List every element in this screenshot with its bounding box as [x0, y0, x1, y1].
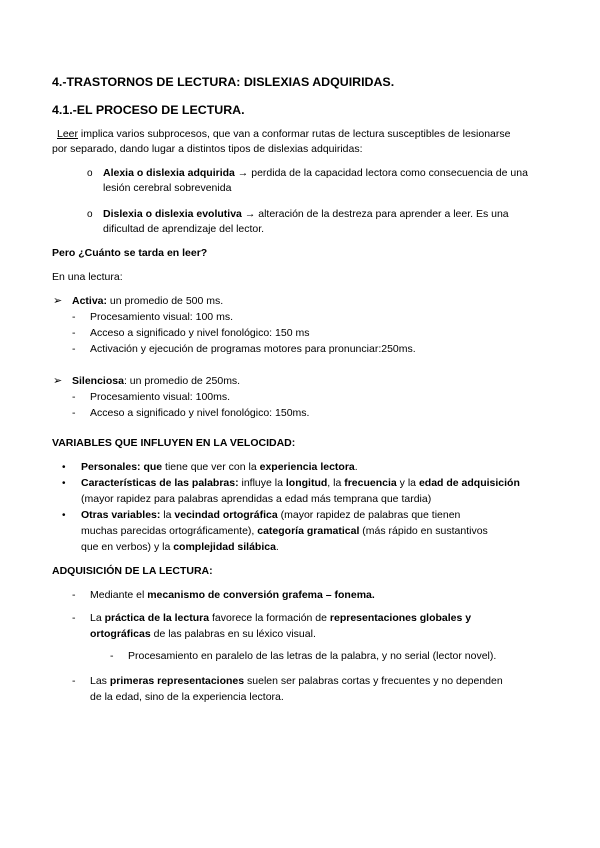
active-item: Procesamiento visual: 100 ms.: [90, 311, 233, 323]
arrowhead-bullet-icon: ➢: [53, 295, 63, 307]
circle-bullet-icon: o: [87, 209, 93, 220]
section-heading: 4.1.-EL PROCESO DE LECTURA.: [52, 103, 245, 117]
dash-bullet-icon: -: [72, 327, 76, 339]
dash-bullet-icon: -: [72, 612, 76, 624]
dash-bullet-icon: -: [72, 589, 76, 601]
other-variables-line-2: muchas parecidas ortográficamente), categoría gramatical (más rápido en sustantivos: [81, 525, 488, 537]
main-heading: 4.-TRASTORNOS DE LECTURA: DISLEXIAS ADQUIRIDAS.: [52, 75, 395, 89]
acquisition-item-3-line-2: de la edad, sino de la experiencia lectora.: [90, 691, 284, 703]
dash-bullet-icon: -: [72, 675, 76, 687]
intro-line-1: Leer implica varios subprocesos, que van a conformar rutas de lectura susceptibles de lesionarse: [57, 128, 511, 140]
active-reading-line: Activa: un promedio de 500 ms.: [72, 295, 224, 307]
acquisition-item-2-line-1: La práctica de la lectura favorece la formación de representaciones globales y: [90, 612, 472, 624]
other-variables-line-3: que en verbos) y la complejidad silábica.: [81, 541, 279, 553]
personal-variables: Personales: que tiene que ver con la experiencia lectora.: [81, 461, 358, 473]
active-item: Activación y ejecución de programas motores para pronunciar:250ms.: [90, 343, 416, 355]
acquisition-sub-item: Procesamiento en paralelo de las letras de la palabra, y no serial (lector novel).: [128, 650, 497, 662]
dash-bullet-icon: -: [72, 391, 76, 403]
acquisition-title: ADQUISICIÓN DE LA LECTURA:: [52, 565, 213, 577]
other-variables-line-1: Otras variables: la vecindad ortográfica (mayor rapidez de palabras que tienen: [81, 509, 461, 521]
evolutive-line-2: dificultad de aprendizaje del lector.: [103, 223, 265, 235]
acquisition-item-1: Mediante el mecanismo de conversión grafema – fonema.: [90, 589, 375, 601]
circle-bullet-icon: o: [87, 168, 93, 179]
dash-bullet-icon: -: [110, 650, 114, 662]
acquisition-item-3-line-1: Las primeras representaciones suelen ser palabras cortas y frecuentes y no dependen: [90, 675, 503, 687]
reading-time-question: Pero ¿Cuánto se tarda en leer?: [52, 247, 208, 259]
word-variables-line-2: (mayor rapidez para palabras aprendidas a edad más temprana que tardia): [81, 493, 432, 505]
arrowhead-bullet-icon: ➢: [53, 375, 63, 387]
alexia-line-1: Alexia o dislexia adquirida → perdida de la capacidad lectora como consecuencia de una: [103, 167, 528, 179]
word-variables-line-1: Características de las palabras: influye la longitud, la frecuencia y la edad de adquisición: [81, 477, 520, 489]
dot-bullet-icon: •: [62, 478, 66, 489]
leer-word: Leer: [57, 128, 79, 140]
dot-bullet-icon: •: [62, 462, 66, 473]
silent-reading-line: Silenciosa: un promedio de 250ms.: [72, 375, 241, 387]
dash-bullet-icon: -: [72, 407, 76, 419]
intro-line-2: por separado, dando lugar a distintos tipos de dislexias adquiridas:: [52, 143, 363, 155]
in-reading-label: En una lectura:: [52, 271, 123, 283]
silent-item: Acceso a significado y nivel fonológico: 150ms.: [90, 407, 310, 419]
dash-bullet-icon: -: [72, 311, 76, 323]
dot-bullet-icon: •: [62, 510, 66, 521]
alexia-line-2: lesión cerebral sobrevenida: [103, 182, 232, 194]
silent-item: Procesamiento visual: 100ms.: [90, 391, 231, 403]
active-item: Acceso a significado y nivel fonológico: 150 ms: [90, 327, 310, 339]
variables-title: VARIABLES QUE INFLUYEN EN LA VELOCIDAD:: [52, 437, 296, 449]
evolutive-line-1: Dislexia o dislexia evolutiva → alteración de la destreza para aprender a leer. Es una: [103, 208, 509, 220]
acquisition-item-2-line-2: ortográficas de las palabras en su léxico visual.: [90, 628, 316, 640]
dash-bullet-icon: -: [72, 343, 76, 355]
